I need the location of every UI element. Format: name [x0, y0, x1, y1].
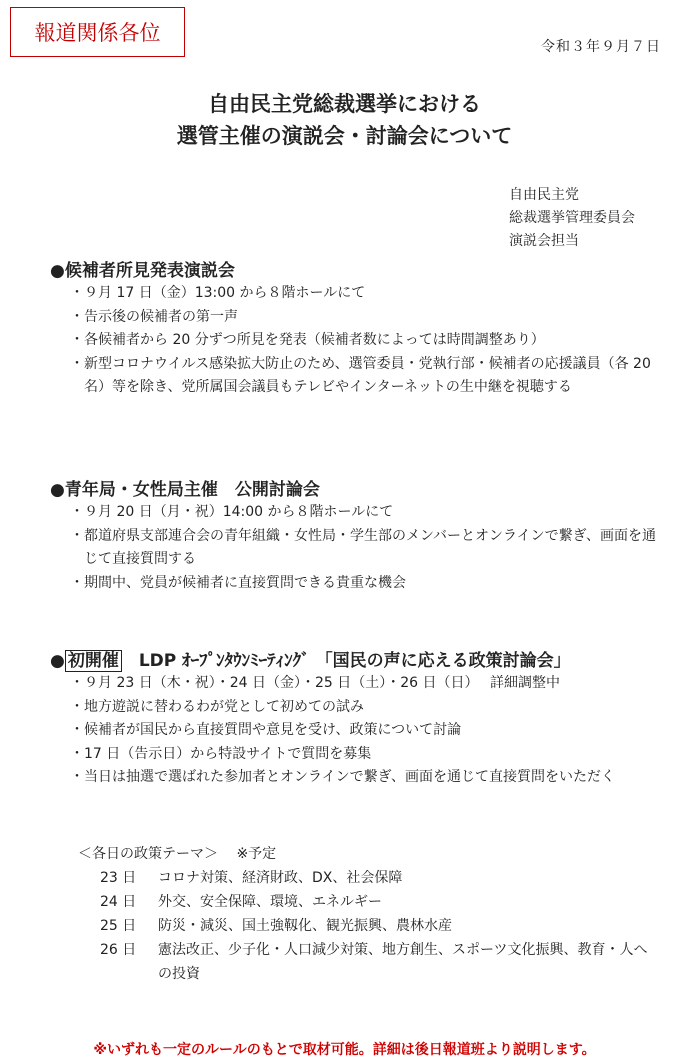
list-item: ・９月 20 日（月・祝）14:00 から８階ホールにて	[70, 504, 394, 520]
list-item: ・17 日（告示日）から特設サイトで質問を募集	[70, 745, 372, 762]
list-item: ・９月 17 日（金）13:00 から８階ホールにて	[70, 285, 366, 301]
town-meeting-title: LDP ｵｰﾌﾟﾝﾀｳﾝﾐｰﾃｨﾝｸﾞ 「国民の声に応える政策討論会」	[121, 651, 571, 671]
theme-day: 23 日	[100, 870, 137, 886]
list-item: ・候補者が国民から直接質問や意見を受け、政策について討論	[70, 722, 462, 738]
press-stamp: 報道関係各位	[10, 7, 185, 57]
theme-row	[100, 914, 658, 938]
theme-text: コロナ対策、経済財政、DX、社会保障	[158, 870, 403, 886]
footer-note: ※いずれも一定のルールのもとで取材可能。詳細は後日報道班より説明します。	[93, 1042, 596, 1058]
section-heading-town-meeting	[50, 646, 571, 671]
theme-row	[100, 890, 658, 914]
section-town-meeting-list	[70, 672, 666, 790]
list-item: ・期間中、党員が候補者に直接質問できる貴重な機会	[70, 574, 406, 591]
theme-text: 憲法改正、少子化・人口減少対策、地方創生、スポーツ文化振興、教育・人への投資	[158, 942, 648, 982]
section-debate-list	[70, 501, 666, 595]
theme-row	[100, 938, 658, 986]
list-item: ・地方遊説に替わるわが党として初めての試み	[70, 698, 364, 715]
themes-heading: ＜各日の政策テーマ＞ ※予定	[78, 846, 277, 862]
list-item: ・９月 23 日（木・祝）・24 日（金）・25 日（土）・26 日（日） 詳細調整中	[70, 675, 560, 691]
title-line-1: 自由民主党総裁選挙における	[208, 92, 481, 116]
document-date: 令和３年９月７日	[541, 39, 661, 55]
document-title	[0, 88, 689, 152]
theme-day: 24 日	[100, 894, 137, 910]
theme-row	[100, 866, 658, 890]
section-heading-debate: ●青年局・女性局主催 公開討論会	[50, 480, 320, 500]
theme-day: 26 日	[100, 942, 137, 958]
theme-day: 25 日	[100, 918, 137, 934]
list-item: ・都道府県支部連合会の青年組織・女性局・学生部のメンバーとオンラインで繋ぎ、画面を通じて直接質問する	[70, 527, 657, 567]
issuer-block	[509, 184, 635, 253]
section-heading-speech: ●候補者所見発表演説会	[50, 261, 235, 281]
issuer-committee: 総裁選挙管理委員会	[509, 210, 635, 226]
section-bullet: ●	[50, 651, 65, 671]
issuer-org: 自由民主党	[509, 187, 579, 203]
theme-text: 外交、安全保障、環境、エネルギー	[158, 894, 382, 910]
list-item: ・当日は抽選で選ばれた参加者とオンラインで繋ぎ、画面を通じて直接質問をいただく	[70, 769, 616, 785]
policy-themes	[78, 842, 658, 986]
list-item: ・新型コロナウイルス感染拡大防止のため、選管委員・党執行部・候補者の応援議員（各 20 名）等を除き、党所属国会議員もテレビやインターネットの生中継を視聴する	[70, 355, 651, 395]
section-speech-list	[70, 282, 666, 400]
list-item: ・各候補者から 20 分ずつ所見を発表（候補者数によっては時間調整あり）	[70, 332, 545, 348]
theme-text: 防災・減災、国土強靱化、観光振興、農林水産	[158, 918, 452, 934]
title-line-2: 選管主催の演説会・討論会について	[176, 124, 513, 148]
list-item: ・告示後の候補者の第一声	[70, 308, 238, 325]
issuer-department: 演説会担当	[509, 233, 579, 249]
first-time-badge: 初開催	[65, 650, 122, 672]
